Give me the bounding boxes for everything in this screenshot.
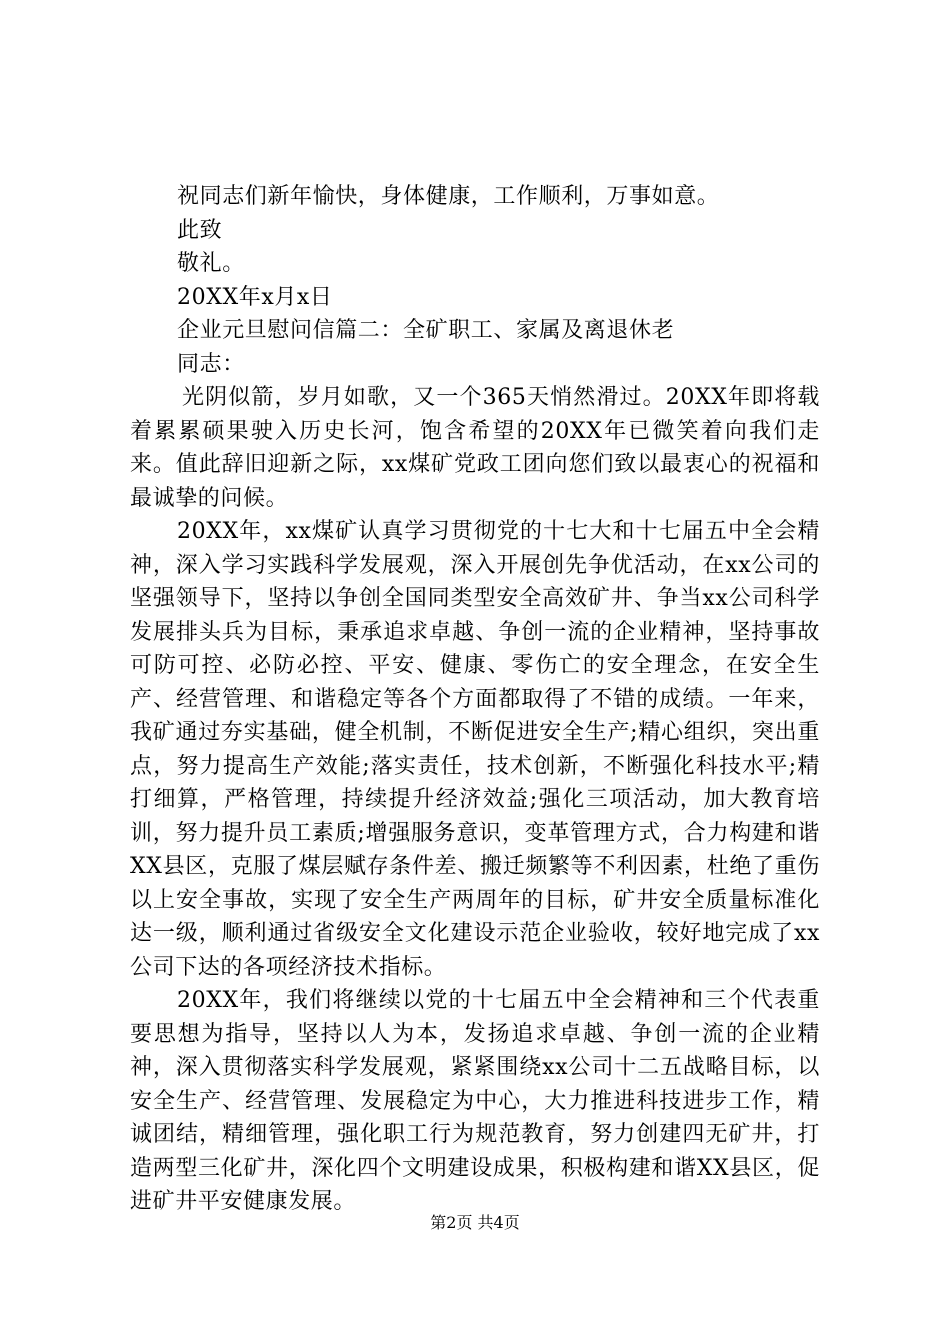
salutation-line-2: 敬礼。 <box>177 251 245 276</box>
body-paragraph-3: 20XX年，我们将继续以党的十七届五中全会精神和三个代表重要思想为指导，坚持以人为本，发扬追求卓越、争创一流的企业精神，深入贯彻落实科学发展观，紧紧围绕xx公司十二五战略目标，以安全生产、经营管理、发展稳定为中心，大力推进科技进步工作，精诚团结，精细管理，强化职工行为规范教育，努力创建四无矿井，打造两型三化矿井，深化四个文明建设成果，积极构建和谐XX县区，促进矿井平安健康发展。 <box>130 988 820 1214</box>
salutation-line-1: 此致 <box>177 217 223 243</box>
section-title-continuation: 同志： <box>177 351 245 377</box>
section-title: 企业元旦慰问信篇二：全矿职工、家属及离退休老 <box>177 318 675 343</box>
page-footer <box>0 1213 950 1233</box>
closing-wish: 祝同志们新年愉快，身体健康，工作顺利，万事如意。 <box>177 184 720 209</box>
page-number: 第2页 共4页 <box>430 1213 520 1232</box>
body-paragraph-1: 光阴似箭，岁月如歌，又一个365天悄然滑过。20XX年即将载着累累硕果驶入历史长河，饱含希望的20XX年已微笑着向我们走来。值此辞旧迎新之际，xx煤矿党政工团向您们致以最衷心的祝福和最诚挚的问候。 <box>130 385 820 511</box>
body-paragraph-2: 20XX年，xx煤矿认真学习贯彻党的十七大和十七届五中全会精神，深入学习实践科学发展观，深入开展创先争优活动，在xx公司的坚强领导下，坚持以争创全国同类型安全高效矿井、争当xx公司科学发展排头兵为目标，秉承追求卓越、争创一流的企业精神，坚持事故可防可控、必防必控、平安、健康、零伤亡的安全理念，在安全生产、经营管理、和谐稳定等各个方面都取得了不错的成绩。一年来，我矿通过夯实基础，健全机制，不断促进安全生产;精心组织，突出重点，努力提高生产效能;落实责任，技术创新，不断强化科技水平;精打细算，严格管理，持续提升经济效益;强化三项活动，加大教育培训，努力提升员工素质;增强服务意识，变革管理方式，合力构建和谐XX县区，克服了煤层赋存条件差、搬迁频繁等不利因素，杜绝了重伤以上安全事故，实现了安全生产两周年的目标，矿井安全质量标准化达一级，顺利通过省级安全文化建设示范企业验收，较好地完成了xx公司下达的各项经济技术指标。 <box>130 519 820 980</box>
letter-date: 20XX年x月x日 <box>177 284 333 310</box>
letter-body <box>130 180 820 1219</box>
